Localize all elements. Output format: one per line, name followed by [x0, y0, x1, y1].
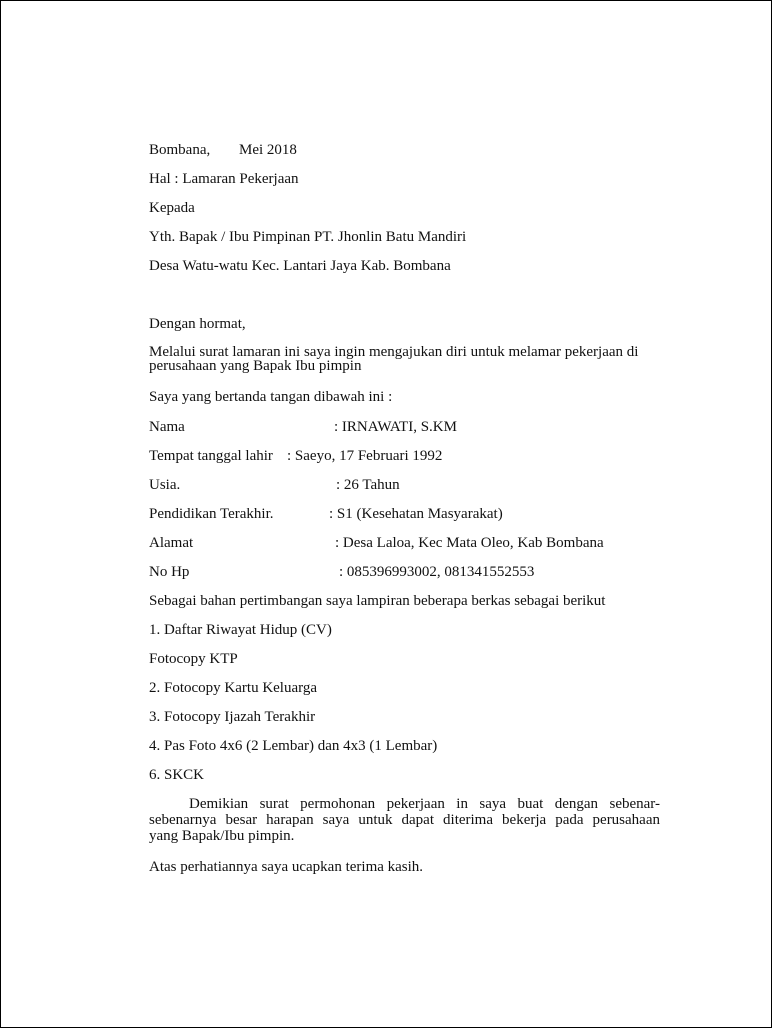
field-row-alamat [149, 535, 604, 551]
letter-place: Bombana, [149, 142, 211, 158]
field-value: : IRNAWATI, S.KM [334, 419, 457, 435]
address-line: Desa Watu-watu Kec. Lantari Jaya Kab. Bombana [149, 258, 451, 274]
field-value: : Desa Laloa, Kec Mata Oleo, Kab Bombana [335, 535, 604, 551]
field-label: Usia. [149, 477, 181, 493]
closing-line-1 [149, 796, 660, 812]
field-value: : S1 (Kesehatan Masyarakat) [329, 506, 503, 522]
field-value: : Saeyo, 17 Februari 1992 [287, 448, 443, 464]
greeting-line: Dengan hormat, [149, 316, 246, 332]
recipient-line: Yth. Bapak / Ibu Pimpinan PT. Jhonlin Batu Mandiri [149, 229, 467, 245]
attachment-item: 2. Fotocopy Kartu Keluarga [149, 680, 318, 696]
thanks-line: Atas perhatiannya saya ucapkan terima kasih. [149, 859, 424, 875]
field-label: No Hp [149, 564, 190, 580]
attachment-item: 6. SKCK [149, 767, 205, 783]
attachment-item: 3. Fotocopy Ijazah Terakhir [149, 709, 316, 725]
attachments-intro: Sebagai bahan pertimbangan saya lampiran beberapa berkas sebagai berikut [149, 593, 606, 609]
to-line: Kepada [149, 200, 195, 216]
closing-line-1-text: Demikian surat permohonan pekerjaan in saya buat dengan sebenar- [189, 796, 660, 812]
letter-date: Mei 2018 [239, 142, 297, 158]
intro-line-2: perusahaan yang Bapak Ibu pimpin [149, 358, 362, 374]
field-row-pendidikan [149, 506, 503, 522]
field-label: Pendidikan Terakhir. [149, 506, 274, 522]
field-row-nohp [149, 564, 535, 580]
field-row-usia [149, 477, 400, 493]
field-row-ttl [149, 448, 443, 464]
closing-line-3: yang Bapak/Ibu pimpin. [149, 828, 295, 844]
attachment-item: 4. Pas Foto 4x6 (2 Lembar) dan 4x3 (1 Lembar) [149, 738, 438, 754]
field-label: Tempat tanggal lahir [149, 448, 273, 464]
attachment-item: Fotocopy KTP [149, 651, 238, 667]
date-line [149, 142, 297, 158]
field-label: Alamat [149, 535, 194, 551]
subject-line: Hal : Lamaran Pekerjaan [149, 171, 299, 187]
field-label: Nama [149, 419, 185, 435]
field-row-nama [149, 419, 457, 435]
field-value: : 085396993002, 081341552553 [339, 564, 535, 580]
closing-paragraph [149, 796, 660, 844]
attachment-item: 1. Daftar Riwayat Hidup (CV) [149, 622, 332, 638]
intro-line-1: Melalui surat lamaran ini saya ingin mengajukan diri untuk melamar pekerjaan di [149, 344, 639, 360]
undersigned-line: Saya yang bertanda tangan dibawah ini : [149, 389, 393, 405]
field-value: : 26 Tahun [336, 477, 400, 493]
closing-line-2: sebenarnya besar harapan saya untuk dapat diterima bekerja pada perusahaan [149, 812, 660, 828]
